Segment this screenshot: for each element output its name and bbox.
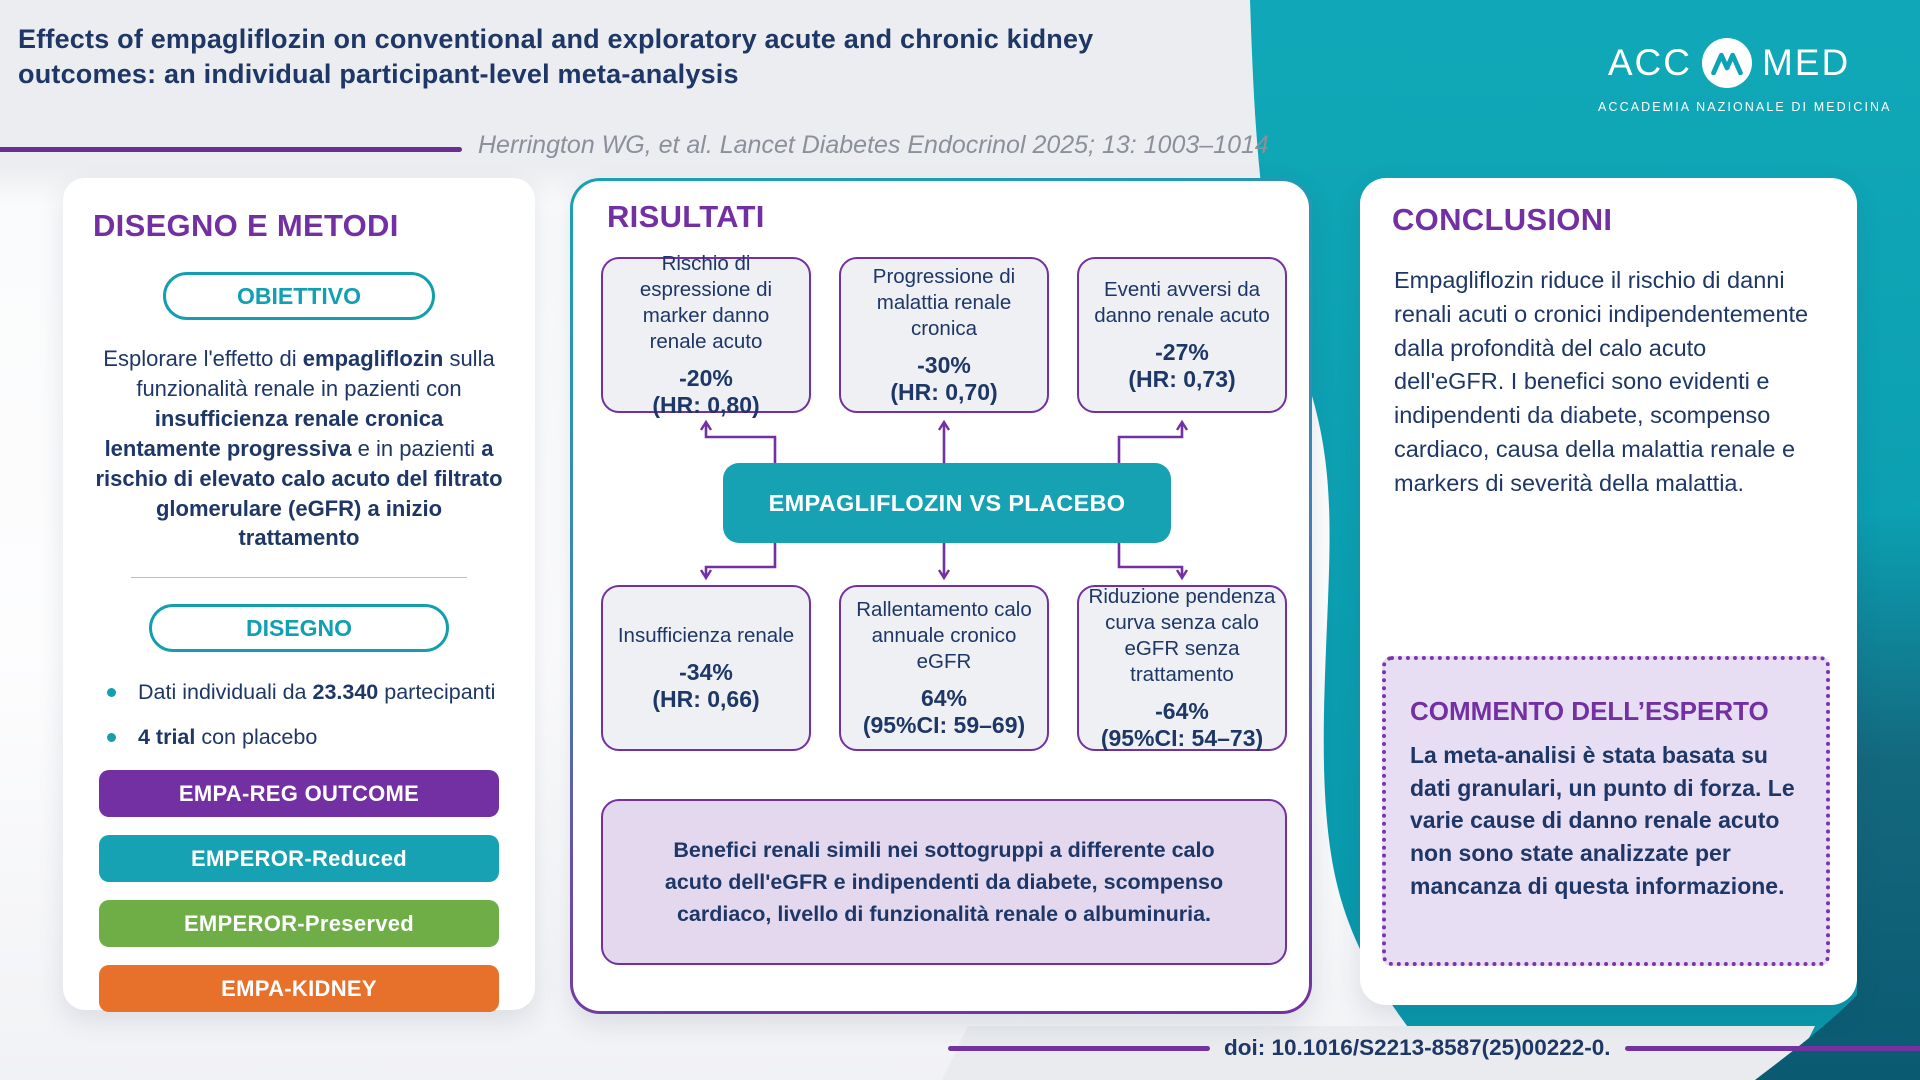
- logo-m-icon: [1702, 38, 1752, 88]
- outcome-detail: (HR: 0,70): [890, 378, 998, 405]
- expert-comment-box: [1382, 656, 1830, 966]
- bullet-icon: [107, 688, 116, 697]
- outcome-label: Rallentamento calo annuale cronico eGFR: [856, 598, 1032, 673]
- outcome-value: -64%: [1155, 697, 1209, 724]
- design-methods-panel: [63, 178, 535, 1010]
- objective-pill: OBIETTIVO: [163, 272, 435, 320]
- footer: [948, 1035, 1920, 1061]
- logo-med-text: MED: [1761, 42, 1851, 83]
- outcome-value: -30%: [917, 351, 971, 378]
- logo-subtitle: ACCADEMIA NAZIONALE DI MEDICINA: [1598, 100, 1892, 114]
- accmed-logo: [1598, 38, 1892, 114]
- outcome-box-eventi-avversi: [1077, 257, 1287, 413]
- outcome-label: Progressione di malattia renale cronica: [872, 265, 1016, 340]
- citation: Herrington WG, et al. Lancet Diabetes Endocrinol 2025; 13: 1003–1014: [478, 131, 1269, 159]
- trial-bar-emperor-reduced: EMPEROR-Reduced: [99, 835, 499, 882]
- header-accent-line: [0, 147, 462, 152]
- comparison-box: EMPAGLIFLOZIN VS PLACEBO: [723, 463, 1171, 543]
- outcome-detail: (HR: 0,80): [652, 391, 760, 418]
- list-item: [107, 680, 505, 705]
- outcome-value: -27%: [1155, 338, 1209, 365]
- results-panel-border: [570, 178, 1312, 1014]
- trial-bar-empa-reg-outcome: EMPA-REG OUTCOME: [99, 770, 499, 817]
- outcome-box-progressione-cronica: [839, 257, 1049, 413]
- trial-bar-empa-kidney: EMPA-KIDNEY: [99, 965, 499, 1012]
- outcome-label: Rischio di espressione di marker danno renale acuto: [639, 252, 773, 353]
- outcome-label: Eventi avversi da danno renale acuto: [1094, 278, 1270, 327]
- expert-text: La meta-analisi è stata basata su dati granulari, un punto di forza. Le varie cause di danno renale acuto non sono state analizzate per mancanza di questa informazione.: [1410, 742, 1795, 899]
- outcome-box-marker-danno-acuto: [601, 252, 811, 418]
- outcome-value: -34%: [679, 658, 733, 685]
- design-heading: DISEGNO E METODI: [93, 208, 399, 243]
- objective-text: Esplorare l'effetto di empagliflozin sulla funzionalità renale in pazienti con insufficienza renale cronica lentamente progressiva e in pazienti a rischio di elevato calo acuto del filtrato glomerulare (eGFR) a inizio trattamento: [95, 346, 503, 551]
- outcome-value: 64%: [920, 684, 968, 711]
- bullet-text: 4 trial con placebo: [138, 725, 318, 750]
- outcome-value: -20%: [679, 364, 733, 391]
- conclusions-panel: [1360, 178, 1857, 1005]
- outcome-box-rallentamento-egfr: [839, 585, 1049, 751]
- outcome-detail: (HR: 0,66): [652, 685, 760, 712]
- outcome-box-insufficienza-renale: [601, 585, 811, 751]
- footer-line-right: [1625, 1046, 1920, 1051]
- outcome-detail: (95%CI: 59–69): [862, 711, 1026, 738]
- design-pill: DISEGNO: [149, 604, 449, 652]
- outcome-detail: (95%CI: 54–73): [1100, 724, 1264, 751]
- trial-bars: [99, 770, 499, 1012]
- footer-line-left: [948, 1046, 1210, 1051]
- conclusions-text: Empagliflozin riduce il rischio di danni renali acuti o cronici indipendentemente dalla profondità del calo acuto dell'eGFR. I benefici sono evidenti e indipendenti da diabete, scompenso cardiaco, causa della malattia renale e markers di severità della malattia.: [1394, 267, 1809, 496]
- outcome-detail: (HR: 0,73): [1128, 365, 1236, 392]
- trial-bar-emperor-preserved: EMPEROR-Preserved: [99, 900, 499, 947]
- page-title: Effects of empagliflozin on conventional and exploratory acute and chronic kidney outcomes: an individual participant-level meta-analysis: [18, 24, 1094, 90]
- list-item: [107, 725, 505, 750]
- doi-text: doi: 10.1016/S2213-8587(25)00222-0.: [1224, 1035, 1611, 1060]
- results-panel: [573, 181, 1309, 1011]
- outcome-box-riduzione-pendenza: [1077, 585, 1287, 751]
- outcome-label: Riduzione pendenza curva senza calo eGFR senza trattamento: [1088, 585, 1276, 686]
- design-bullets: [107, 680, 505, 750]
- conclusions-heading: CONCLUSIONI: [1392, 202, 1613, 237]
- outcome-label: Insufficienza renale: [617, 624, 795, 648]
- bullet-text: Dati individuali da 23.340 partecipanti: [138, 680, 496, 705]
- subgroup-note-box: Benefici renali simili nei sottogruppi a differente calo acuto dell'eGFR e indipendenti da diabete, scompenso cardiaco, livello di funzionalità renale o albuminuria.: [601, 799, 1287, 965]
- logo-acc-text: ACC: [1607, 42, 1692, 83]
- expert-heading: COMMENTO DELL’ESPERTO: [1410, 696, 1769, 726]
- divider-line: [131, 577, 467, 578]
- results-heading: RISULTATI: [607, 199, 765, 234]
- bullet-icon: [107, 733, 116, 742]
